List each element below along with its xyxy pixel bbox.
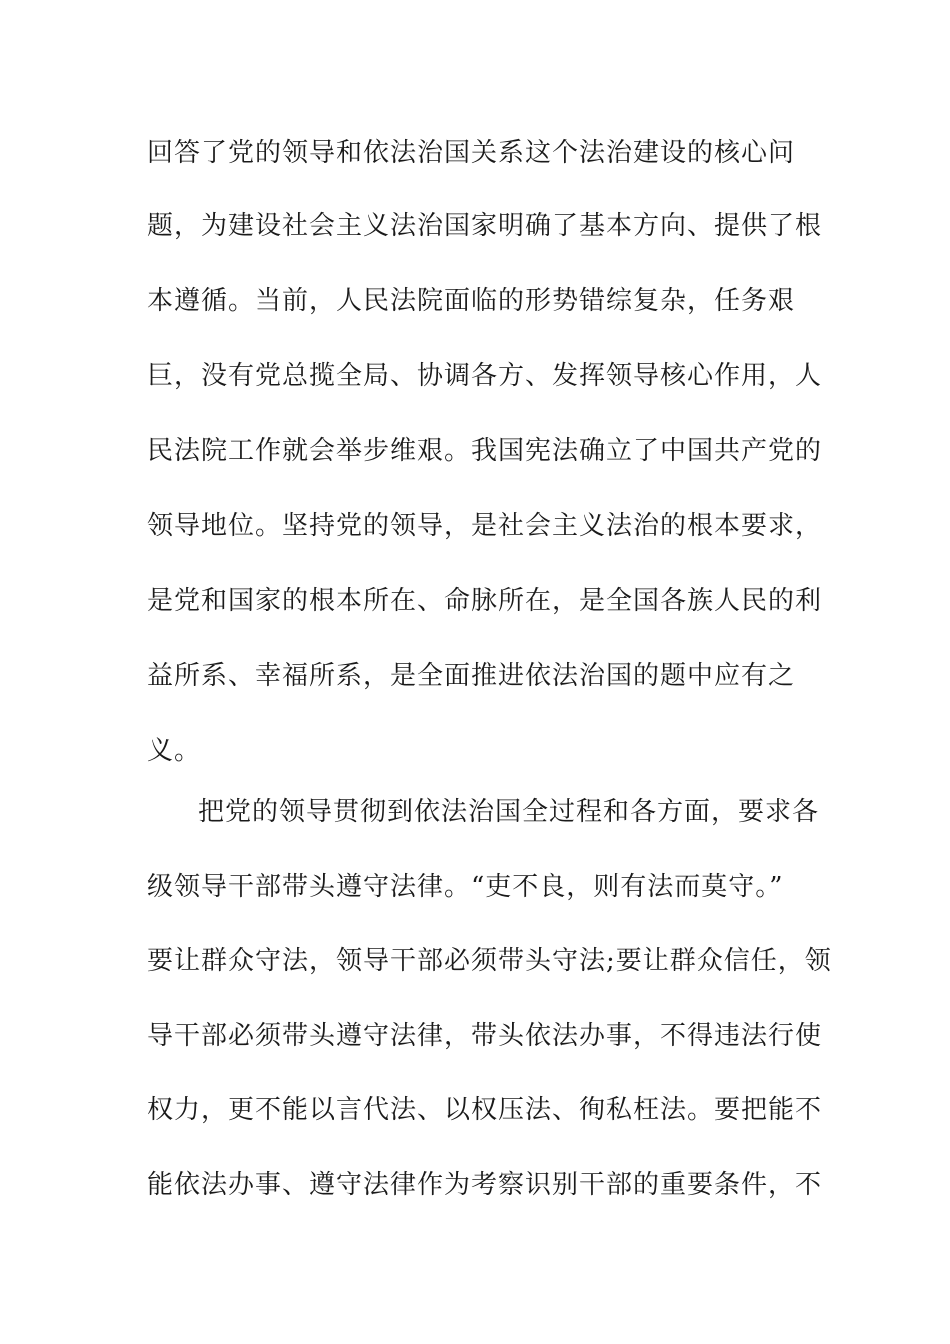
paragraph-1-line-9: 义。 bbox=[147, 736, 202, 766]
paragraph-1-line-5: 民法院工作就会举步维艰。我国宪法确立了中国共产党的 bbox=[147, 436, 823, 466]
paragraph-1-line-1: 回答了党的领导和依法治国关系这个法治建设的核心问 bbox=[147, 138, 796, 168]
paragraph-1-line-8: 益所系、幸福所系，是全面推进依法治国的题中应有之 bbox=[147, 661, 796, 691]
paragraph-2-line-4: 导干部必须带头遵守法律，带头依法办事，不得违法行使 bbox=[147, 1021, 823, 1051]
paragraph-2-line-2: 级领导干部带头遵守法律。“吏不良，则有法而莫守。” bbox=[147, 872, 784, 902]
paragraph-1-line-6: 领导地位。坚持党的领导，是社会主义法治的根本要求， bbox=[147, 511, 823, 541]
paragraph-2-line-1: 把党的领导贯彻到依法治国全过程和各方面，要求各 bbox=[198, 797, 820, 827]
paragraph-1-line-7: 是党和国家的根本所在、命脉所在，是全国各族人民的利 bbox=[147, 586, 823, 616]
paragraph-2-line-6: 能依法办事、遵守法律作为考察识别干部的重要条件，不 bbox=[147, 1170, 823, 1200]
paragraph-1-line-2: 题，为建设社会主义法治国家明确了基本方向、提供了根 bbox=[147, 211, 823, 241]
paragraph-1-line-3: 本遵循。当前，人民法院面临的形势错综复杂，任务艰 bbox=[147, 286, 796, 316]
paragraph-2-line-3: 要让群众守法，领导干部必须带头守法;要让群众信任，领 bbox=[147, 946, 832, 976]
paragraph-1-line-4: 巨，没有党总揽全局、协调各方、发挥领导核心作用，人 bbox=[147, 361, 823, 391]
paragraph-2-line-5: 权力，更不能以言代法、以权压法、徇私枉法。要把能不 bbox=[147, 1095, 823, 1125]
